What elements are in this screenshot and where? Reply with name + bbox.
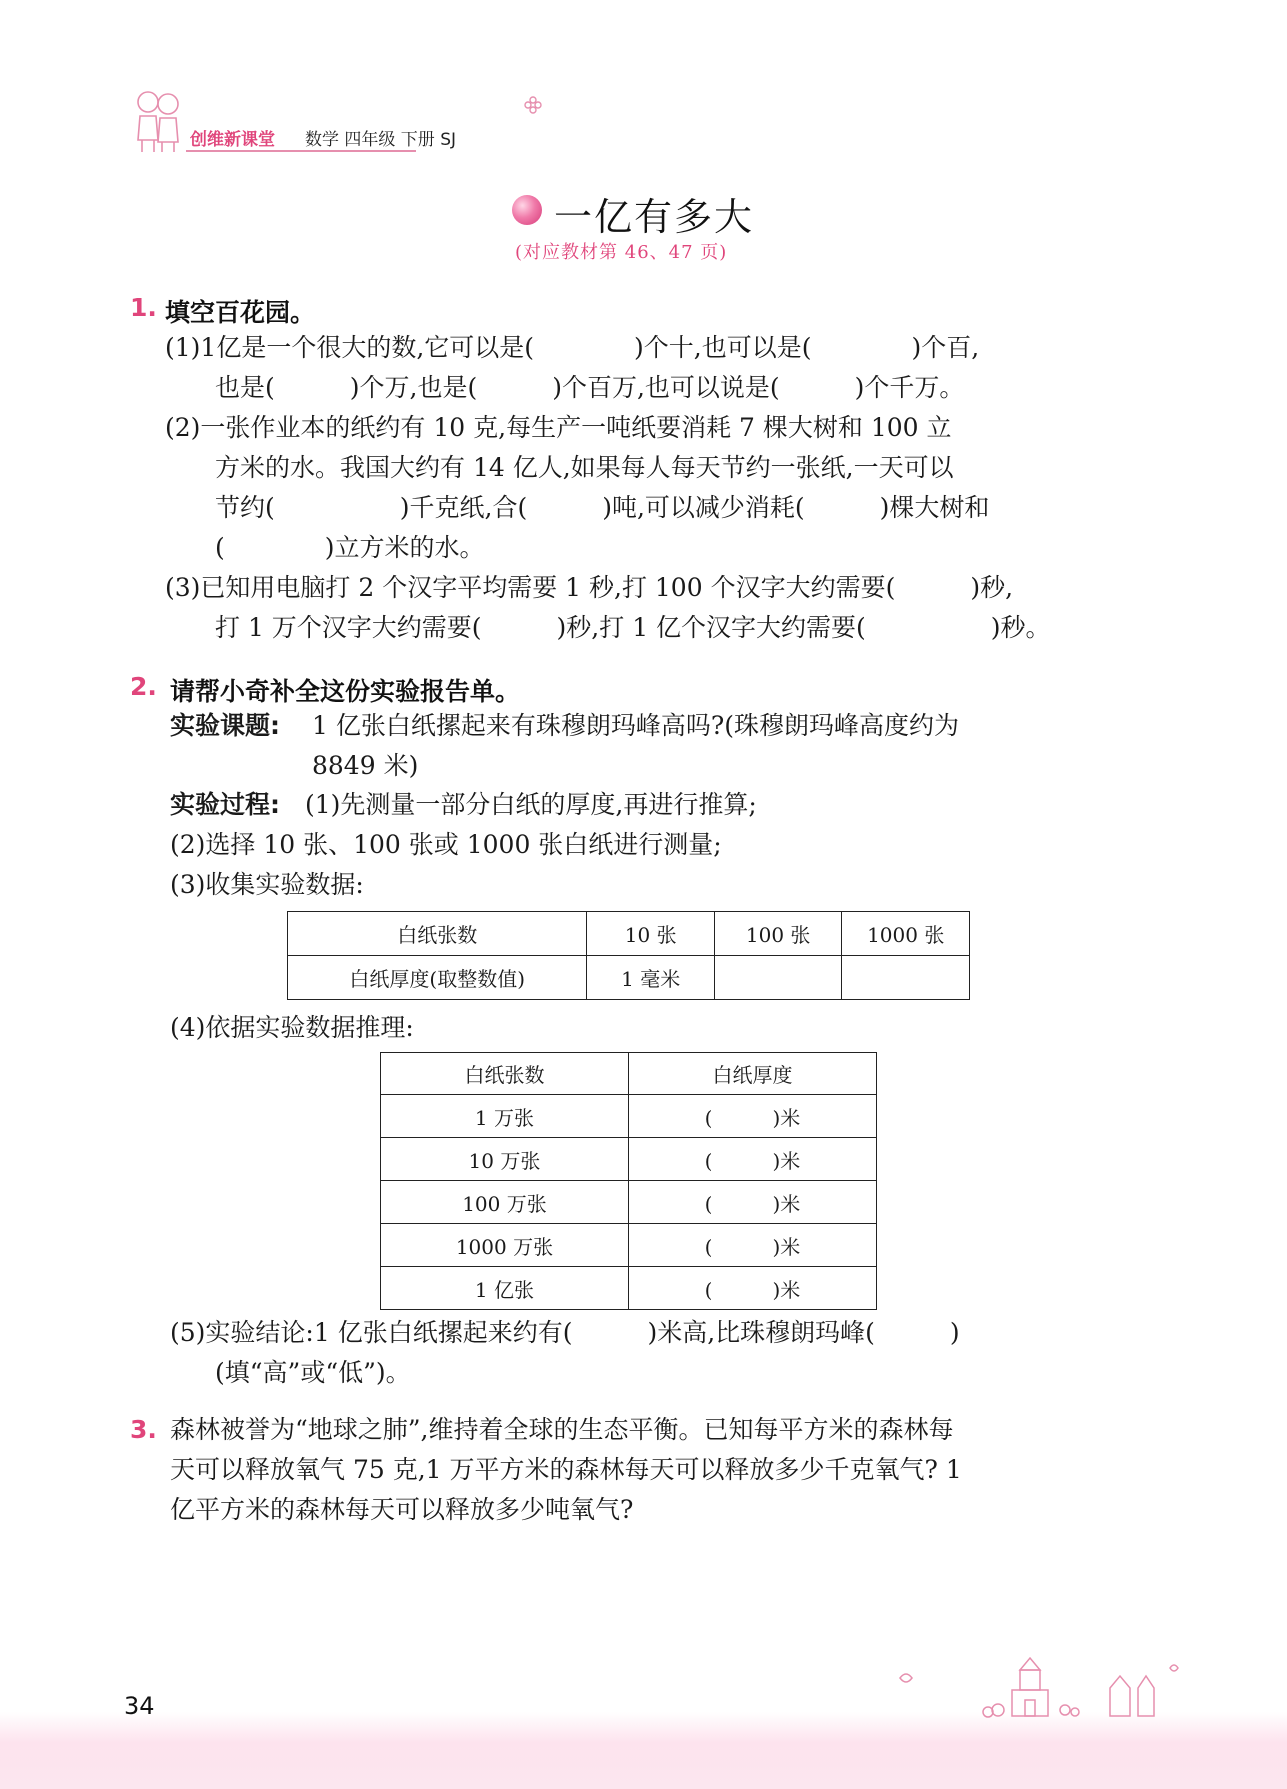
table-cell: 1 亿张 [381, 1267, 629, 1310]
q2-topic-text-2: 8849 米) [312, 751, 419, 780]
q1-line-3: (2)一张作业本的纸约有 10 克,每生产一吨纸要消耗 7 棵大树和 100 立 [165, 413, 952, 442]
table-cell: 10 张 [587, 912, 714, 956]
title-bullet-icon [512, 195, 542, 225]
castle-illustration [880, 1648, 1180, 1718]
table-cell: 1000 万张 [381, 1224, 629, 1267]
q2-topic-text: 1 亿张白纸摞起来有珠穆朗玛峰高吗?(珠穆朗玛峰高度约为 [312, 711, 960, 740]
table-cell[interactable]: ( )米 [628, 1095, 876, 1138]
q2-process-1: (1)先测量一部分白纸的厚度,再进行推算; [305, 790, 757, 819]
q2-number: 2. [130, 672, 157, 701]
table-cell[interactable]: ( )米 [628, 1267, 876, 1310]
q1-line-7: (3)已知用电脑打 2 个汉字平均需要 1 秒,打 100 个汉字大约需要( )秒, [165, 573, 1014, 602]
q3-number: 3. [130, 1415, 157, 1444]
q2-process-3: (3)收集实验数据: [170, 870, 364, 899]
table-cell: 白纸厚度(取整数值) [288, 956, 587, 1000]
q1-number: 1. [130, 293, 157, 322]
q1-heading: 填空百花园。 [165, 298, 316, 327]
q2-heading: 请帮小奇补全这份实验报告单。 [170, 677, 521, 706]
q3-line-3: 亿平方米的森林每天可以释放多少吨氧气? [170, 1495, 634, 1524]
header-underline [186, 150, 416, 152]
table-cell[interactable]: ( )米 [628, 1224, 876, 1267]
table-row [381, 1053, 877, 1095]
table-cell: 100 万张 [381, 1181, 629, 1224]
table-row [288, 956, 970, 1000]
table-cell: 白纸张数 [288, 912, 587, 956]
header-book-info: 数学 四年级 下册 SJ [305, 130, 457, 150]
table-cell[interactable] [714, 956, 842, 1000]
table-cell: 1000 张 [842, 912, 970, 956]
table-cell: 100 张 [714, 912, 842, 956]
table-row [381, 1267, 877, 1310]
footer-band [0, 1712, 1287, 1789]
table-row [381, 1224, 877, 1267]
q2-process-4: (4)依据实验数据推理: [170, 1013, 414, 1042]
table-cell[interactable] [842, 956, 970, 1000]
table-cell: 1 毫米 [587, 956, 714, 1000]
q1-line-6: ( )立方米的水。 [215, 533, 485, 562]
page-subtitle: (对应教材第 46、47 页) [515, 242, 728, 263]
inference-table [380, 1052, 877, 1310]
table-cell: 白纸厚度 [628, 1053, 876, 1095]
q2-conclusion-2: (填“高”或“低”)。 [215, 1358, 411, 1387]
header-brand: 创维新课堂 [190, 130, 275, 150]
header-mascot-illustration [128, 82, 188, 156]
q2-topic-label: 实验课题: [170, 711, 280, 740]
page-number: 34 [124, 1692, 155, 1720]
page-title: 一亿有多大 [554, 195, 755, 239]
table-row [381, 1181, 877, 1224]
q1-line-5: 节约( )千克纸,合( )吨,可以减少消耗( )棵大树和 [215, 493, 990, 522]
q2-conclusion: (5)实验结论:1 亿张白纸摞起来约有( )米高,比珠穆朗玛峰( ) [170, 1318, 960, 1347]
q3-line-1: 森林被誉为“地球之肺”,维持着全球的生态平衡。已知每平方米的森林每 [170, 1415, 954, 1444]
q1-line-4: 方米的水。我国大约有 14 亿人,如果每人每天节约一张纸,一天可以 [215, 453, 954, 482]
table-cell[interactable]: ( )米 [628, 1181, 876, 1224]
table-row [381, 1138, 877, 1181]
table-cell: 1 万张 [381, 1095, 629, 1138]
table-cell: 白纸张数 [381, 1053, 629, 1095]
table-cell[interactable]: ( )米 [628, 1138, 876, 1181]
q2-process-2: (2)选择 10 张、100 张或 1000 张白纸进行测量; [170, 830, 722, 859]
q2-process-label: 实验过程: [170, 790, 280, 819]
table-cell: 10 万张 [381, 1138, 629, 1181]
q1-line-2: 也是( )个万,也是( )个百万,也可以说是( )个千万。 [215, 373, 965, 402]
q3-line-2: 天可以释放氧气 75 克,1 万平方米的森林每天可以释放多少千克氧气? 1 [170, 1455, 962, 1484]
table-row [381, 1095, 877, 1138]
q1-line-8: 打 1 万个汉字大约需要( )秒,打 1 亿个汉字大约需要( )秒。 [215, 613, 1051, 642]
table-row [288, 912, 970, 956]
flower-icon [523, 95, 543, 115]
q1-line-1: (1)1亿是一个很大的数,它可以是( )个十,也可以是( )个百, [165, 333, 980, 362]
measurement-table [287, 911, 970, 1000]
